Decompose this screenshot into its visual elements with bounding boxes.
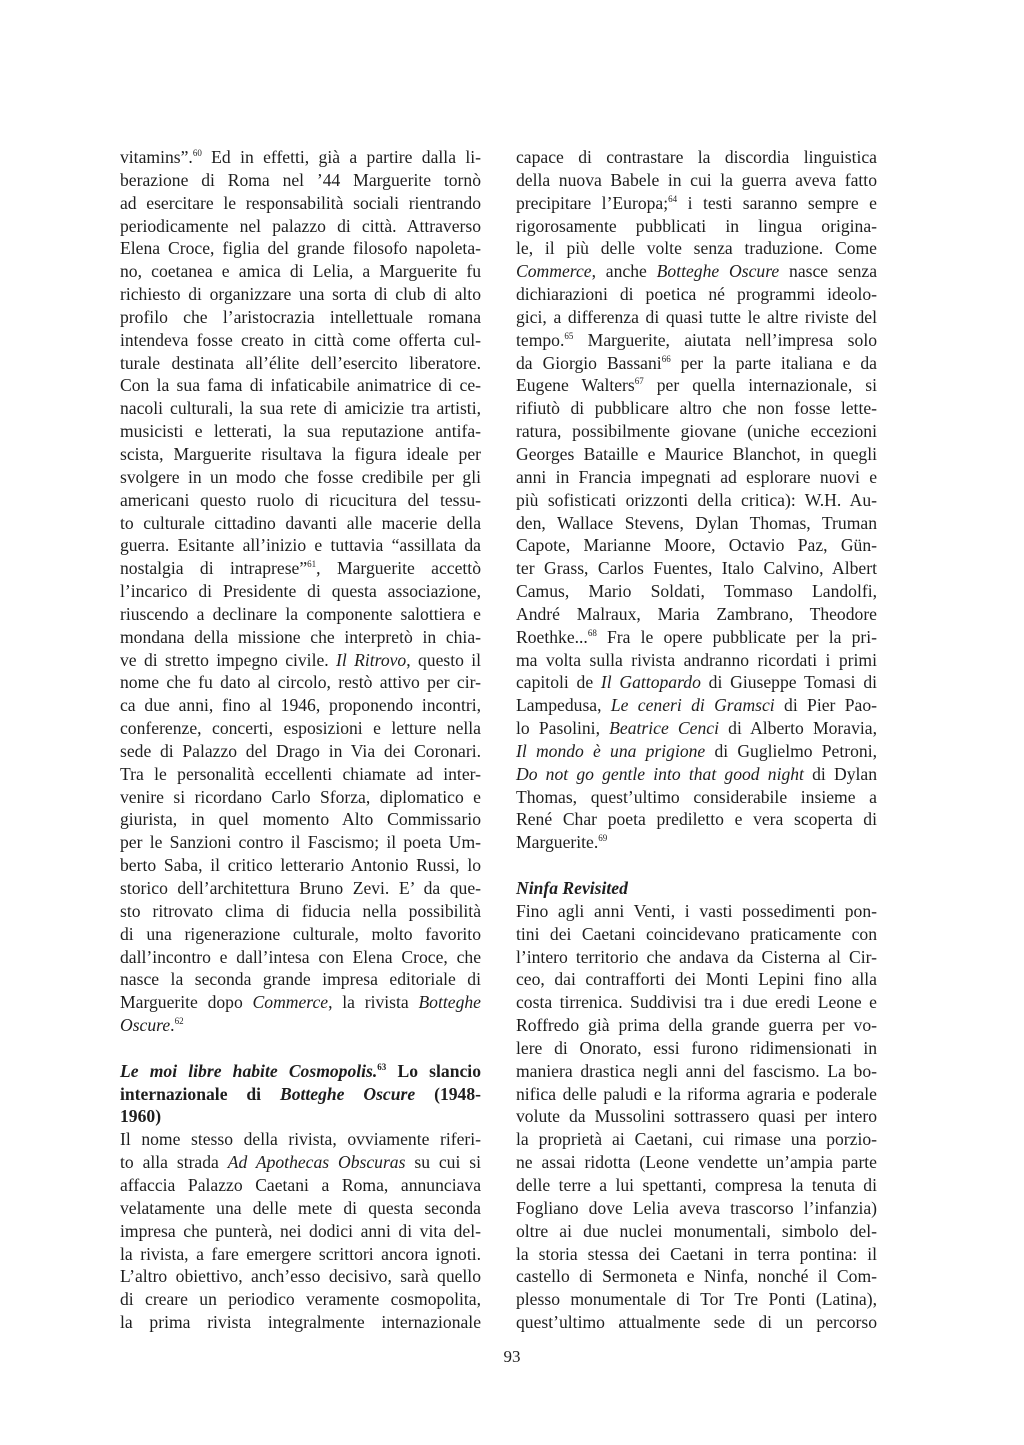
text-line: castello di Sermoneta e Ninfa, nonché il Com- — [516, 1266, 877, 1287]
text-line: Il mondo è una prigione di Guglielmo Petroni, — [516, 740, 877, 761]
text-line: den, Wallace Stevens, Dylan Thomas, Truman — [516, 512, 877, 533]
text-line: dichiarazioni di poetica né programmi ideolo- — [516, 284, 877, 305]
text-line: guerra. Esitante all’inizio e tuttavia “assillata da — [120, 535, 481, 556]
text-line: Marguerite dopo Commerce, la rivista Botteghe — [120, 992, 481, 1013]
text-line: quest’ultimo attualmente sede di un percorso — [516, 1312, 877, 1333]
text-line: Roffredo già prima della grande guerra per vo- — [516, 1015, 877, 1036]
text-line: tini dei Caetani coincidevano praticamente con — [516, 923, 877, 944]
text-line: giurista, in quel momento Alto Commissario — [120, 809, 481, 830]
text-line: svolgere in un modo che fosse credibile per gli — [120, 466, 481, 487]
text-line: gici, a differenza di quasi tutte le altre riviste del — [516, 306, 877, 327]
text-line: nome che fu dato al circolo, restò attivo per cir- — [120, 672, 481, 693]
text-line: Lampedusa, Le ceneri di Gramsci di Pier Pao- — [516, 695, 877, 716]
text-line: L’altro obiettivo, anch’esso decisivo, sarà quello — [120, 1266, 481, 1287]
text-line: costa tirrenica. Suddivisi tra i due eredi Leone e — [516, 992, 877, 1013]
text-line: della nuova Babele in cui la guerra aveva fatto — [516, 169, 877, 190]
text-line: musicisti e letterati, la sua reputazione antifa- — [120, 421, 481, 442]
text-line: Oscure.$^{62}$ — [120, 1015, 184, 1036]
text-line: la proprietà ai Caetani, cui rimase una porzio- — [516, 1129, 877, 1150]
text-line: Commerce, anche Botteghe Oscure nasce senza — [516, 261, 878, 282]
text-line: to culturale cittadino davanti alle macerie della — [120, 512, 481, 533]
text-line: Il nome stesso della rivista, ovviamente riferi- — [120, 1129, 481, 1150]
right-text-column — [516, 146, 877, 1334]
text-line: mondana della missione che interpretò in chia- — [120, 626, 481, 647]
text-line: profilo che l’aristocrazia intellettuale romana — [120, 306, 481, 327]
text-line: volute da Mussolini sottrassero quasi per intero — [516, 1106, 877, 1127]
text-line: nostalgia di intraprese”$^{61}$, Marguerite accettò — [120, 558, 481, 579]
text-line: l’incarico di Presidente di questa associazione, — [120, 581, 481, 602]
text-line: scista, Marguerite risultava la figura ideale per — [120, 443, 481, 464]
text-line: velatamente una delle mete di questa seconda — [120, 1197, 481, 1218]
text-line: nasce la seconda grande impresa editoriale di — [120, 969, 481, 990]
text-line: plesso monumentale di Tor Tre Ponti (Latina), — [516, 1289, 877, 1310]
section-heading-line: internazionale di Botteghe Oscure (1948- — [120, 1083, 481, 1104]
text-line: ad esercitare le responsabilità sociali rientrando — [120, 192, 481, 213]
text-line: riuscendo a declinare la componente salottiera e — [120, 603, 481, 624]
section-heading-line: Ninfa Revisited — [516, 878, 628, 898]
text-line: anni in Francia impegnati ad esplorare nuovi e — [516, 466, 877, 487]
section-heading-line: Le moi libre habite Cosmopolis.$^{63}$ Lo slancio — [120, 1060, 481, 1081]
text-line: ma volta sulla rivista andranno ricordati i primi — [516, 649, 877, 670]
text-line: precipitare l’Europa;$^{64}$ i testi saranno sempre e — [516, 192, 877, 213]
text-line: storico dell’architettura Bruno Zevi. E’ da que- — [120, 878, 481, 898]
text-line: Con la sua fama di infaticabile animatrice di ce- — [120, 375, 481, 396]
text-line: Do not go gentle into that good night di Dylan — [516, 763, 878, 784]
text-line: dall’incontro e dall’intesa con Elena Croce, che — [120, 946, 481, 967]
text-line: Tra le personalità eccellenti chiamate ad inter- — [120, 763, 481, 784]
text-line: di creare un periodico veramente cosmopolita, — [120, 1289, 481, 1310]
text-line: di una rigenerazione culturale, molto favorito — [120, 923, 481, 944]
text-line: Marguerite.$^{69}$ — [516, 832, 608, 853]
text-line: Fogliano dove Lelia aveva trascorso l’infanzia) — [516, 1197, 877, 1218]
text-line: impresa che punterà, nei dodici anni di vita del- — [120, 1220, 481, 1241]
text-line: conferenze, concerti, esposizioni e letture nella — [120, 718, 481, 739]
text-line: René Char poeta prediletto e vera scoperta di — [516, 809, 877, 830]
text-line: periodicamente nel palazzo di città. Attraverso — [120, 215, 481, 236]
page-number: 93 — [503, 1347, 521, 1366]
text-line: lo Pasolini, Beatrice Cenci di Alberto Moravia, — [516, 718, 877, 739]
text-line: rifiutò di pubblicare altro che non fosse lette- — [516, 398, 877, 419]
text-line: la rivista, a fare emergere scrittori ancora ignoti. — [120, 1243, 481, 1264]
text-line: nacoli culturali, la sua rete di amicizie tra artisti, — [120, 398, 481, 419]
text-line: André Malraux, Maria Zambrano, Theodore — [516, 603, 877, 624]
text-line: Thomas, quest’ultimo considerabile insieme a — [516, 786, 877, 807]
text-line: tempo.$^{65}$ Marguerite, aiutata nell’impresa solo — [516, 329, 877, 350]
text-line: da Giorgio Bassani$^{66}$ per la parte italiana e da — [516, 352, 877, 373]
text-line: più sofisticati orizzonti della critica): W.H. Au- — [516, 489, 877, 510]
text-line: to alla strada Ad Apothecas Obscuras su cui si — [120, 1152, 481, 1173]
text-line: Capote, Marianne Moore, Octavio Paz, Gün- — [516, 535, 877, 556]
text-line: berazione di Roma nel ’44 Marguerite tornò — [120, 169, 481, 190]
text-line: berto Saba, il critico letterario Antonio Russi, lo — [120, 855, 481, 876]
text-line: turale destinata all’élite dell’esercito liberatore. — [120, 352, 481, 373]
text-line: capitoli de Il Gattopardo di Giuseppe Tomasi di — [516, 672, 878, 693]
text-line: ca due anni, fino al 1946, proponendo incontri, — [120, 695, 481, 716]
text-line: oltre ai due nuclei monumentali, simbolo del- — [516, 1220, 877, 1241]
text-line: Fino agli anni Venti, i vasti possedimenti pon- — [516, 900, 877, 921]
text-line: americani questo ruolo di ricucitura del tessu- — [120, 489, 481, 510]
text-line: sede di Palazzo del Drago in Via dei Coronari. — [120, 740, 481, 761]
text-line: la storia stessa dei Caetani in terra pontina: il — [516, 1243, 877, 1264]
text-line: nifica delle paludi e la riforma agraria e poderale — [516, 1083, 877, 1104]
text-line: l’intero territorio che andava da Cisterna al Cir- — [516, 946, 877, 967]
paragraph-gap — [120, 1037, 481, 1060]
text-line: rigorosamente pubblicati in lingua origina- — [516, 215, 877, 236]
paragraph-gap — [516, 854, 877, 877]
text-line: lere di Onorato, essi furono ridimensionati in — [516, 1037, 877, 1058]
text-line: Georges Bataille e Maurice Blanchot, in quegli — [516, 443, 877, 464]
text-line: ne assai ridotta (Leone vendette un’ampia parte — [516, 1152, 877, 1173]
text-line: intendeva fosse creato in città come offerta cul- — [120, 329, 481, 350]
left-text-column — [120, 146, 481, 1334]
section-heading-line: 1960) — [120, 1106, 162, 1127]
text-line: Camus, Mario Soldati, Tommaso Landolfi, — [516, 581, 877, 602]
text-line: ratura, possibilmente giovane (uniche eccezioni — [516, 421, 877, 442]
text-line: vitamins”.$^{60}$ Ed in effetti, già a partire dalla li- — [120, 147, 481, 167]
text-line: Elena Croce, figlia del grande filosofo napoleta- — [120, 238, 481, 259]
text-line: Roethke...$^{68}$ Fra le opere pubblicate per la pri- — [516, 626, 877, 647]
text-line: venire si ricordano Carlo Sforza, diplomatico e — [120, 786, 481, 807]
text-line: ceo, dai contrafforti dei Monti Lepini fino alla — [516, 969, 877, 990]
text-line: maniera drastica negli anni del fascismo. La bo- — [516, 1060, 877, 1081]
text-line: capace di contrastare la discordia linguistica — [516, 147, 877, 167]
text-line: no, coetanea e amica di Lelia, a Marguerite fu — [120, 261, 481, 282]
text-line: per le Sanzioni contro il Fascismo; il poeta Um- — [120, 832, 481, 853]
text-line: affaccia Palazzo Caetani a Roma, annunciava — [120, 1174, 481, 1195]
text-line: richiesto di organizzare una sorta di club di alto — [120, 284, 481, 305]
text-line: le, il più delle volte senza traduzione. Come — [516, 238, 877, 259]
text-line: delle terre a lui spettanti, compresa la tenuta di — [516, 1174, 877, 1195]
text-line: la prima rivista integralmente internazionale — [120, 1312, 481, 1333]
text-line: ve di stretto impegno civile. Il Ritrovo, questo il — [120, 649, 482, 670]
text-line: ter Grass, Carlos Fuentes, Italo Calvino, Albert — [516, 558, 877, 579]
text-line: Eugene Walters$^{67}$ per quella internazionale, si — [516, 375, 877, 396]
text-line: sto ritrovato clima di fiducia nella possibilità — [120, 900, 481, 921]
